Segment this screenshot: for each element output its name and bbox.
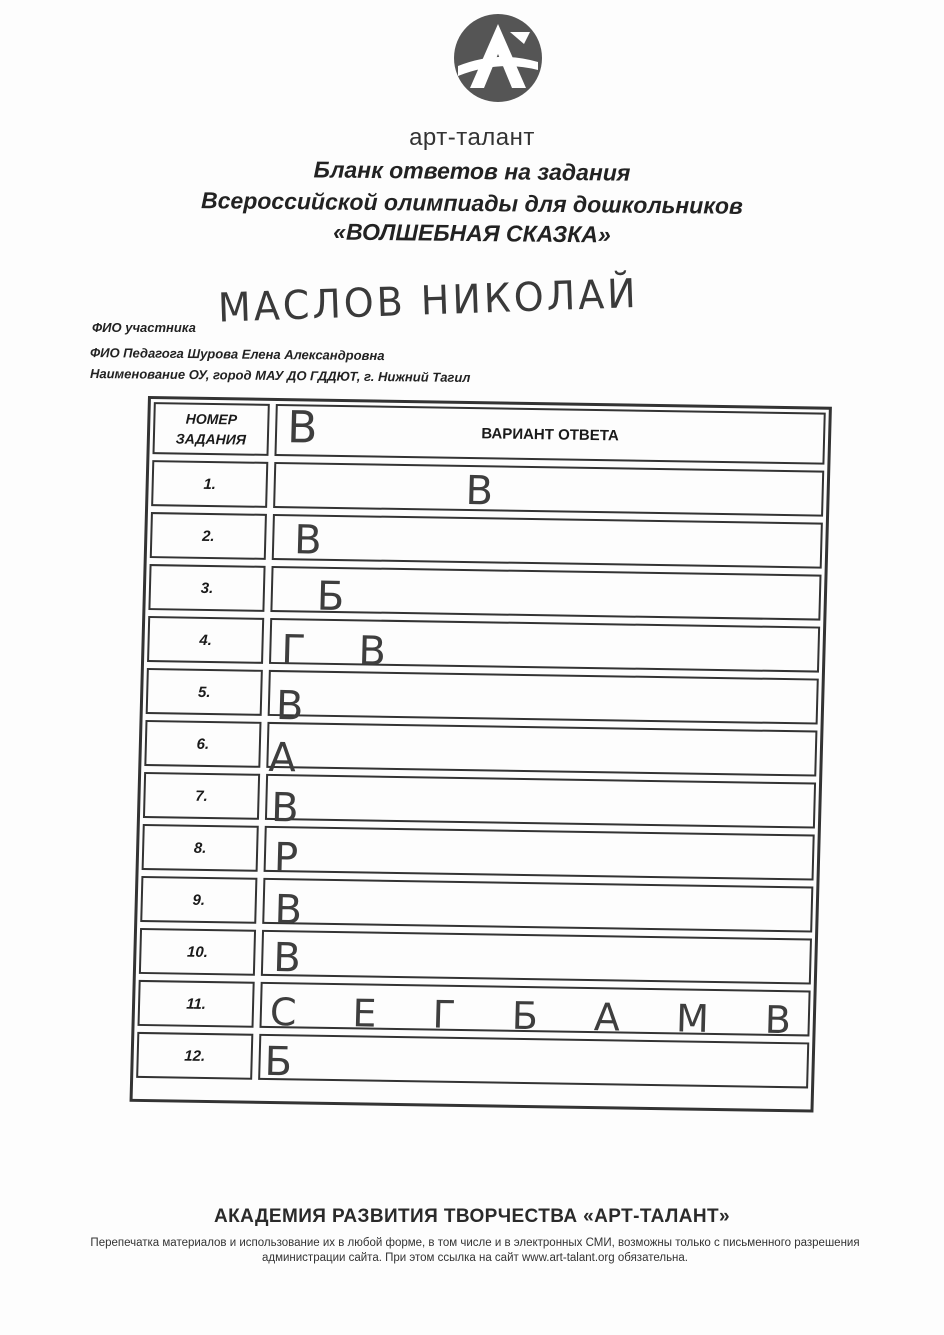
header-answer-variant <box>274 404 825 465</box>
answer-cell <box>261 930 812 985</box>
form-title: Бланк ответов на задания <box>313 156 631 186</box>
handwritten-answer: Р <box>273 835 299 882</box>
task-number: 7. <box>143 772 260 820</box>
header-handwritten-mark: В <box>286 402 319 454</box>
header-task-number <box>152 402 269 456</box>
answer-cell <box>272 514 823 569</box>
handwritten-answer: В <box>275 683 304 730</box>
handwritten-answer: В <box>272 935 302 982</box>
handwritten-answer: В <box>273 887 303 934</box>
task-number: 10. <box>139 928 256 976</box>
answer-cell <box>265 774 816 832</box>
header-task-number-line1: НОМЕР <box>185 410 238 428</box>
header-task-number-line2: ЗАДАНИЯ <box>175 430 247 448</box>
header-answer-label: ВАРИАНТ ОТВЕТА <box>481 424 620 444</box>
task-number: 12. <box>136 1032 253 1080</box>
handwritten-answer: В <box>270 784 300 832</box>
answer-cell <box>258 1034 809 1089</box>
task-number: 9. <box>140 876 257 924</box>
handwritten-answer: В <box>293 517 323 564</box>
footer-note: Перепечатка материалов и использование их в любой форме, в том числе и в электронных СМИ, возможны только с письменного разрешения администрации сайта. При этом ссылка на сайт www.art-talant.org обязательна. <box>90 1237 860 1264</box>
answer-cell <box>259 982 814 1043</box>
handwritten-answer: В <box>465 468 494 515</box>
answer-cell <box>269 618 820 676</box>
task-number: 1. <box>151 460 268 508</box>
teacher-line: ФИО Педагога Шурова Елена Александровна <box>89 345 385 364</box>
task-number: 11. <box>138 980 255 1028</box>
task-number: 2. <box>150 512 267 560</box>
brand-name: арт-талант <box>409 124 535 151</box>
table-header-row <box>152 402 825 465</box>
task-number: 3. <box>148 564 265 612</box>
answer-table <box>129 396 838 1117</box>
organization-line: Наименование ОУ, город МАУ ДО ГДДЮТ, г. Нижний Тагил <box>89 366 471 385</box>
olympiad-name: «ВОЛШЕБНАЯ СКАЗКА» <box>333 218 611 248</box>
handwritten-answer: А <box>267 734 297 782</box>
task-number: 8. <box>142 824 259 872</box>
footer-title: АКАДЕМИЯ РАЗВИТИЯ ТВОРЧЕСТВА «АРТ-ТАЛАНТ» <box>214 1206 730 1227</box>
handwritten-answer: Г В <box>280 627 407 676</box>
answer-cell <box>264 826 815 881</box>
handwritten-answer: С Е Г Б А М В <box>269 989 814 1043</box>
answer-cell <box>262 878 813 933</box>
task-number: 6. <box>144 720 261 768</box>
olympiad-title: Всероссийской олимпиады для дошкольников <box>200 187 744 219</box>
art-talant-logo-icon <box>450 10 546 106</box>
handwritten-answer: Б <box>263 1038 293 1086</box>
task-number: 4. <box>147 616 264 664</box>
answer-cell <box>270 566 821 621</box>
participant-name-handwritten: МАСЛОВ НИКОЛАЙ <box>217 270 640 332</box>
answer-cell <box>266 722 817 782</box>
task-number: 5. <box>146 668 263 716</box>
answer-cell <box>268 670 819 730</box>
participant-label: ФИО участника <box>92 320 196 335</box>
handwritten-answer: Б <box>316 573 345 621</box>
answer-cell <box>273 462 824 517</box>
